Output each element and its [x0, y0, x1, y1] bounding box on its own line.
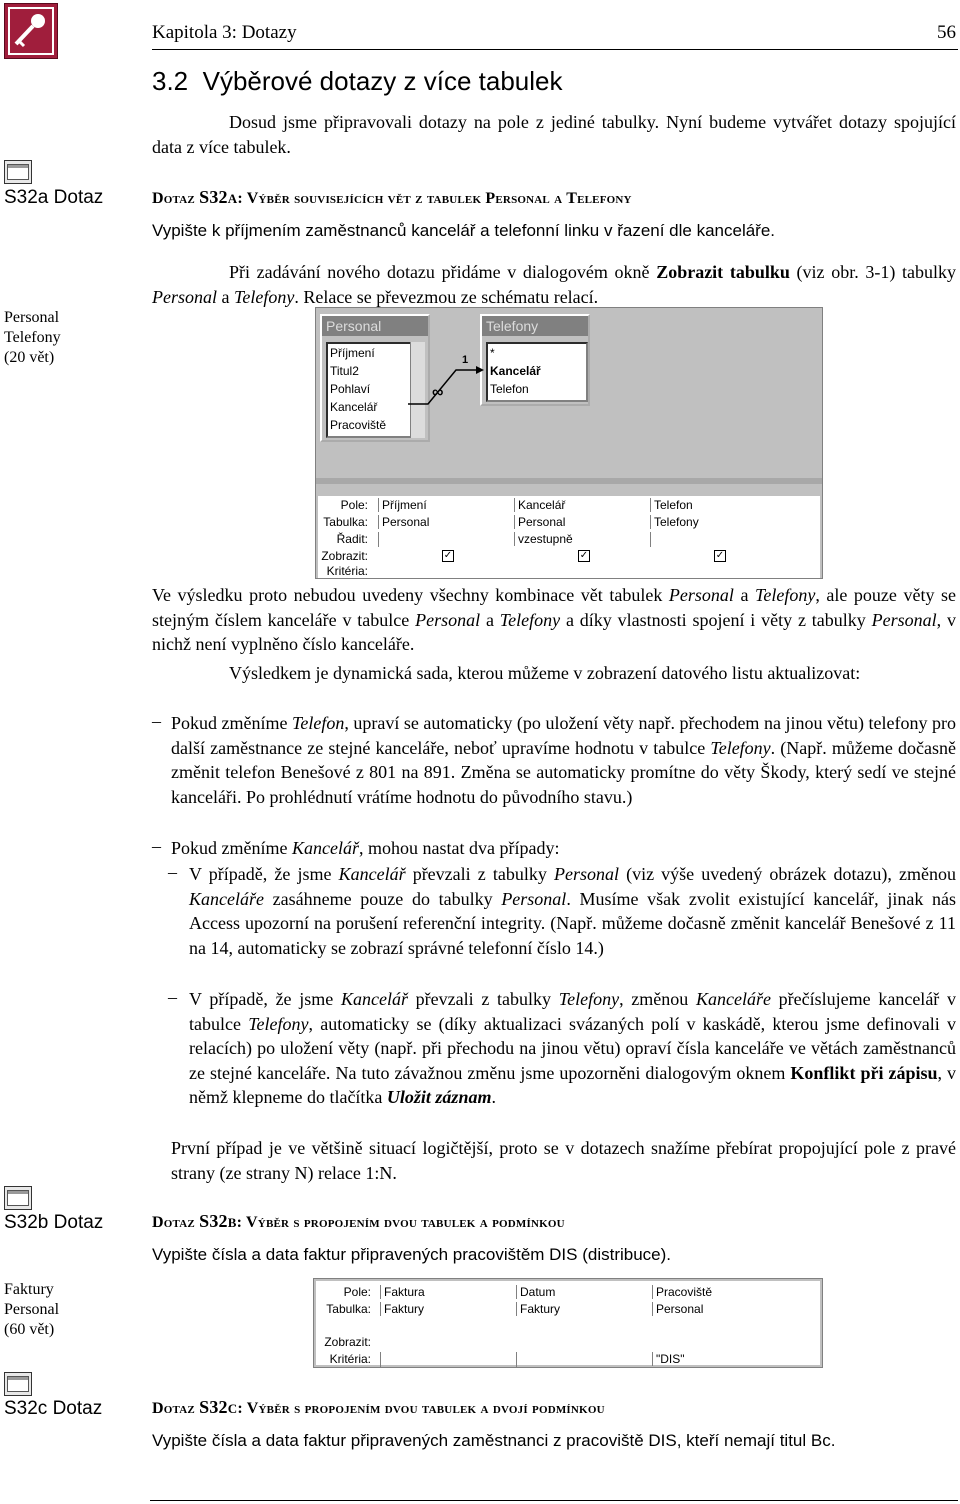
grid-cell[interactable]: Faktury	[516, 1302, 651, 1316]
bullet-dash: –	[152, 836, 161, 856]
table-personal-title: Personal	[322, 316, 428, 336]
show-checkbox[interactable]: ✓	[715, 550, 725, 561]
row-label: Tabulka:	[326, 1302, 371, 1316]
grid-cell[interactable]	[516, 1352, 651, 1367]
field-item[interactable]: Pracoviště	[330, 418, 387, 432]
margin-query-c: S32c Dotaz	[4, 1398, 103, 1419]
row-label: Řadit:	[336, 532, 368, 546]
field-item[interactable]: *	[490, 346, 495, 360]
query-c-title: Dotaz S32c: Výběr s propojením dvou tabulek a dvojí podmínkou	[152, 1397, 605, 1417]
field-item[interactable]: Titul2	[330, 364, 359, 378]
grid-cell[interactable]: Datum	[516, 1285, 651, 1299]
grid-cell[interactable]: Pracoviště	[652, 1285, 787, 1299]
margin-query-a: S32a Dotaz	[4, 187, 104, 208]
grid-cell[interactable]	[378, 532, 513, 547]
query-icon	[4, 1186, 32, 1210]
show-checkbox[interactable]: ✓	[579, 550, 589, 561]
margin-tables-a	[4, 308, 61, 368]
grid-cell[interactable]: Faktura	[380, 1285, 515, 1299]
header-rule	[152, 49, 958, 50]
grid-cell[interactable]: Personal	[652, 1302, 787, 1316]
margin-table: Telefony	[4, 329, 61, 346]
grid-cell[interactable]	[650, 532, 785, 547]
row-label: Zobrazit:	[324, 1335, 371, 1349]
query-a-title: Dotaz S32a: Výběr souvisejících vět z tabulek Personal a Telefony	[152, 187, 632, 207]
row-label: Tabulka:	[323, 515, 368, 529]
chapter-title: Kapitola 3: Dotazy	[152, 22, 297, 43]
query-grid	[318, 496, 820, 578]
field-item[interactable]: Telefon	[490, 382, 529, 396]
margin-count: (60 vět)	[4, 1321, 55, 1338]
subbullet-dash: –	[168, 862, 177, 882]
query-b-task: Vypište čísla a data faktur připravených pracovištěm DIS (distribuce).	[152, 1245, 672, 1264]
bullet-dash: –	[152, 711, 161, 731]
pane-splitter[interactable]	[316, 478, 822, 484]
key-logo-icon	[4, 3, 58, 59]
grid-cell[interactable]: Personal	[378, 515, 513, 529]
grid-cell[interactable]: Příjmení	[378, 498, 513, 512]
page-header	[152, 22, 956, 44]
margin-count: (20 vět)	[4, 349, 55, 366]
relationship-line	[316, 308, 822, 448]
query-icon	[4, 160, 32, 184]
grid-cell[interactable]: Telefony	[650, 515, 785, 529]
section-number: 3.2	[152, 66, 189, 96]
subbullet-telefony: V případě, že jsme Kancelář převzali z tabulky Telefony, změnou Kanceláře přečíslujeme kancelář v tabulce Telefony, automaticky se (díky aktualizaci svázaných polí v kaskádě, kterou jsme definovali v relacích) po uložení věty (např. při přechodu na jinou větu) opraví čísla kanceláře ve větách zaměstnanců ze stejné kanceláře. Na tuto závažnou změnu jsme upozorněni dialogovým oknem Konflikt při zápisu, v němž klepneme do tlačítka Uložit záznam.	[189, 989, 957, 1107]
grid-cell[interactable]: Faktury	[380, 1302, 515, 1316]
query-grid-b	[316, 1281, 820, 1365]
subbullet-dash: –	[168, 987, 177, 1007]
paragraph-result: Ve výsledku proto nebudou uvedeny všechny kombinace vět tabulek Personal a Telefony, ale pouze věty se stejným číslem kanceláře v tabulce Personal a Telefony a díky vlastnosti spojení i věty z tabulky Personal, v nichž není vyplněno číslo kanceláře.	[152, 585, 956, 654]
section-title: Výběrové dotazy z více tabulek	[202, 66, 563, 96]
relationship-many: ∞	[432, 384, 444, 401]
field-item[interactable]: Kancelář	[490, 364, 541, 378]
margin-tables-b	[4, 1280, 59, 1340]
section-heading	[152, 66, 562, 97]
paragraph-conclusion: První případ je ve většině situací logičtější, proto se v dotazech snažíme přebírat propojující pole z pravé strany (ze strany N) relace 1:N.	[171, 1138, 956, 1183]
field-item[interactable]: Pohlaví	[330, 382, 371, 396]
margin-table: Faktury	[4, 1281, 54, 1298]
paragraph-add-tables: Při zadávání nového dotazu přidáme v dialogovém okně Zobrazit tabulku (viz obr. 3-1) tabulky Personal a Telefony. Relace se převezmou ze schématu relací.	[152, 262, 957, 307]
bullet-telefon: Pokud změníme Telefon, upraví se automaticky (po uložení věty např. přechodem na jinou větu) telefony pro další zaměstnance ze stejné kanceláře, neboť upravíme hodnotu v tabulce Telefony. (Např. můžeme dočasně změnit telefon Benešové z 801 na 891. Změna se automaticky promítne do věty Škody, který sedí ve stejné kanceláři. Po prohlédnutí vrátíme hodnotu do původního stavu.)	[171, 713, 957, 807]
paragraph-dynaset: Výsledkem je dynamická sada, kterou můžeme v zobrazení datového listu aktualizovat:	[229, 663, 861, 683]
subbullet-personal: V případě, že jsme Kancelář převzali z tabulky Personal (viz výše uvedený obrázek dotazu), změnou Kanceláře zasáhneme pouze do tabulky Personal. Musíme však zvolit existující kancelář, jinak nás Access upozorní na porušení referenční integrity. (Např. můžeme dočasně změnit kancelář Benešové z 11 na 14, automaticky se zobrazí správné telefonní číslo 14.)	[189, 864, 957, 958]
grid-cell[interactable]	[380, 1352, 515, 1367]
grid-cell[interactable]: Personal	[514, 515, 649, 529]
row-label: Pole:	[340, 498, 368, 512]
intro-paragraph: Dosud jsme připravovali dotazy na pole z jediné tabulky. Nyní budeme vytvářet dotazy spojující data z více tabulek.	[152, 112, 956, 157]
show-checkbox[interactable]: ✓	[443, 550, 453, 561]
field-item[interactable]: Kancelář	[330, 400, 378, 414]
row-label: Kritéria:	[329, 1352, 371, 1366]
field-item[interactable]: Příjmení	[330, 346, 375, 360]
query-grid-b-window	[313, 1278, 823, 1368]
margin-query-b: S32b Dotaz	[4, 1212, 104, 1233]
query-a-task: Vypište k příjmením zaměstnanců kancelář a telefonní linku v řazení dle kanceláře.	[152, 221, 776, 240]
relationship-one: 1	[462, 354, 469, 366]
query-design-window	[315, 307, 823, 579]
row-label: Pole:	[343, 1285, 371, 1299]
query-b-title: Dotaz S32b: Výběr s propojením dvou tabulek a podmínkou	[152, 1211, 565, 1231]
grid-cell[interactable]: "DIS"	[652, 1352, 787, 1366]
bullet-kancelar: Pokud změníme Kancelář, mohou nastat dva případy:	[171, 838, 560, 858]
query-icon	[4, 1372, 32, 1396]
row-label: Zobrazit:	[321, 549, 368, 563]
query-c-task: Vypište čísla a data faktur připravených zaměstnanci z pracoviště DIS, kteří nemají titul Bc.	[152, 1431, 836, 1450]
table-telefony-title: Telefony	[482, 316, 588, 336]
margin-table: Personal	[4, 309, 60, 326]
grid-cell[interactable]: vzestupně	[514, 532, 649, 546]
grid-cell[interactable]: Telefon	[650, 498, 785, 512]
grid-cell[interactable]: Kancelář	[514, 498, 649, 512]
footer-rule	[150, 1500, 958, 1501]
margin-table: Personal	[4, 1301, 60, 1318]
page-number: 56	[937, 22, 956, 43]
row-label: Kritéria:	[326, 564, 368, 578]
